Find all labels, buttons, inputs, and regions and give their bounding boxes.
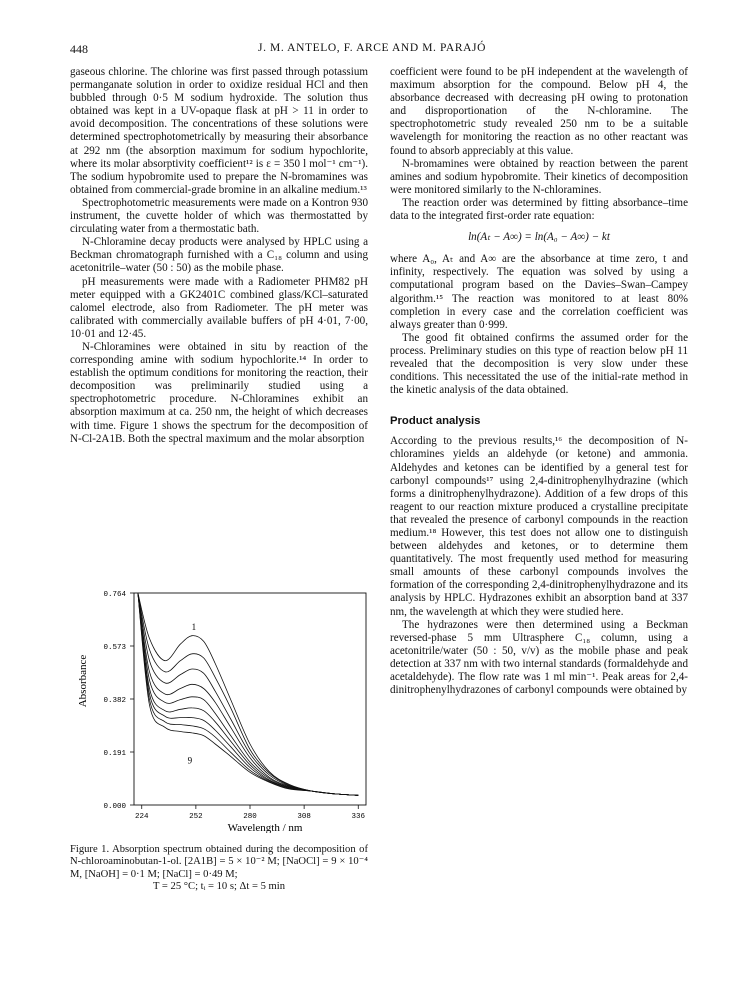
x-tick-label: 252: [189, 813, 203, 821]
paragraph: According to the previous results,¹⁶ the decomposition of N-chloramines yields an aldehyde (or ketone) and ammonia. Aldehydes and ketones can be identified by a general test for carbonyl compounds¹⁷ using 2,4-dinitrophenylhydrazine (which forms a dinitrophenylhydrazone). Addition of a few drops of this reagent to our reaction mixture produced a crystalline precipitate that revealed the presence of carbonyl compounds in the reaction medium.¹⁸ However, this test does not allow one to distinguish between aldehydes and ketones, or to determine them quantitatively. The most frequently used method for measuring small amounts of these carbonyl compounds involves the formation of the corresponding 2,4-dinitrophenylhydrazone and its analysis by HPLC. Hydrazones exhibit an absorption band at 337 nm, the wavelength at which they were studied here.: [390, 435, 688, 618]
rate-equation: ln(Aₜ − A∞) = ln(A₀ − A∞) − kt: [468, 231, 610, 244]
paragraph: where A₀, Aₜ and A∞ are the absorbance at time zero, t and infinity, respectively. The equation was solved by using a computational program based on the Davies–Swan–Campey algorithm.¹⁵ The reaction was monitored to at least 80% completion in every case and the correlation coefficient was always greater than 0·999.: [390, 253, 688, 331]
y-tick-label: 0.764: [103, 591, 126, 599]
plot-frame: [134, 593, 366, 805]
spectrum-curve-6: [138, 593, 358, 795]
figure-caption: [70, 844, 368, 894]
spectrum-curve-9: [138, 593, 358, 795]
paragraph: N-Chloramines were obtained in situ by reaction of the corresponding amine with sodium hypochlorite.¹⁴ In order to establish the optimum conditions for monitoring the reaction, their decomposition was preliminarily studied using a spectrophotometric procedure. N-Chloramines exhibit an absorption maximum at ca. 250 nm, the height of which decreases with time. Figure 1 shows the spectrum for the decomposition of N-Cl-2A1B. Both the spectral maximum and the molar absorption: [70, 340, 368, 445]
spectrum-curve-5: [138, 593, 358, 795]
x-tick-label: 308: [297, 813, 311, 821]
paragraph: The reaction order was determined by fitting absorbance–time data to the integrated first-order rate equation:: [390, 196, 688, 223]
x-tick-label: 280: [243, 813, 257, 821]
y-tick-label: 0.191: [103, 750, 126, 758]
caption-text: Figure 1. Absorption spectrum obtained during the decomposition of N-chloroaminobutan-1-ol. [2A1B] = 5 × 10⁻² M; [NaOCl] = 9 × 10⁻⁴ M, [NaOH] = 0·1 M; [NaCl] = 0·49 M;: [70, 844, 368, 880]
running-head: J. M. ANTELO, F. ARCE AND M. PARAJÓ: [258, 42, 486, 54]
caption-conditions: T = 25 °C; tᵢ = 10 s; Δt = 5 min: [152, 881, 286, 893]
left-column: [70, 66, 368, 446]
spectrum-curve-2: [138, 593, 358, 795]
paragraph: coefficient were found to be pH independent at the wavelength of maximum absorption for the compound. Below pH 4, the absorbance decreased with decreasing pH owing to protonation and disproportionation of the N-chloramine. The spectrophotometric study revealed 250 nm to be a suitable wavelength for monitoring the reaction as no other reactant was found to absorb appreciably at this value.: [390, 66, 688, 157]
section-heading: Product analysis: [390, 415, 481, 428]
y-tick-label: 0.000: [103, 803, 126, 811]
paragraph: Spectrophotometric measurements were made on a Kontron 930 instrument, the cuvette holder of which was thermostatted by circulating water from a thermostatic bath.: [70, 196, 368, 236]
y-axis-title: Absorbance: [77, 654, 89, 708]
y-tick-label: 0.382: [103, 697, 126, 705]
x-tick-label: 224: [134, 813, 149, 821]
spectrum-curve-4: [138, 593, 358, 795]
curve-label-first: 1: [191, 622, 197, 633]
spectrum-curve-1: [138, 593, 358, 795]
y-tick-label: 0.573: [103, 644, 126, 652]
spectrum-curve-7: [138, 593, 358, 795]
x-tick-label: 336: [351, 813, 366, 821]
x-axis-title: Wavelength / nm: [227, 822, 303, 833]
paragraph: gaseous chlorine. The chlorine was first passed through potassium permanganate solution in order to oxidize residual HCl and then bubbled through 0·5 M sodium hydroxide. The solution thus obtained was kept in a UV-opaque flask at pH > 11 in order to avoid decomposition. The concentrations of these solutions were determined spectrophotometrically by measuring their absorbance at 292 nm (the absorption maximum for sodium hypochlorite, where its molar absorptivity coefficient¹² is ε = 350 l mol⁻¹ cm⁻¹). The sodium hypobromite used to prepare the N-bromamines was obtained from commercial-grade bromine in an alkaline medium.¹³: [70, 66, 368, 196]
paragraph: N-bromamines were obtained by reaction between the parent amines and sodium hypobromite. Their kinetics of decomposition were monitored similarly to the N-chloramines.: [390, 157, 688, 196]
absorption-spectrum-chart: [70, 583, 370, 833]
figure-1: [70, 583, 370, 833]
spectrum-curve-8: [138, 593, 358, 795]
spectrum-curve-3: [138, 593, 358, 795]
paragraph: The good fit obtained confirms the assumed order for the process. Preliminary studies on this type of reaction below pH 11 revealed that the decomposition is very slow under these conditions. This necessitated the use of the initial-rate method in the kinetic analysis of the data obtained.: [390, 331, 688, 397]
paragraph: pH measurements were made with a Radiometer PHM82 pH meter equipped with a GK2401C combined glass/KCl–saturated calomel electrode, also from Radiometer. The pH meter was calibrated with commercially available buffers of pH 4·01, 7·00, 10·01 and 12·45.: [70, 275, 368, 340]
right-column: [390, 66, 688, 697]
paragraph: The hydrazones were then determined using a Beckman reversed-phase 5 mm Ultrasphere C₁₈ column, using a acetonitrile/water (50 : 50, v/v) as the mobile phase and peak detection at 337 nm with two internal standards (formaldehyde and acetaldehyde). The flow rate was 1 ml min⁻¹. Peak areas for 2,4-dinitrophenylhydrazones of carbonyl compounds were obtained by: [390, 618, 688, 697]
curve-label-last: 9: [187, 755, 193, 766]
page-number: 448: [70, 42, 88, 56]
paragraph: N-Chloramine decay products were analysed by HPLC using a Beckman chromatograph furnished with a C₁₈ column and using acetonitrile–water (50 : 50) as the mobile phase.: [70, 236, 368, 275]
